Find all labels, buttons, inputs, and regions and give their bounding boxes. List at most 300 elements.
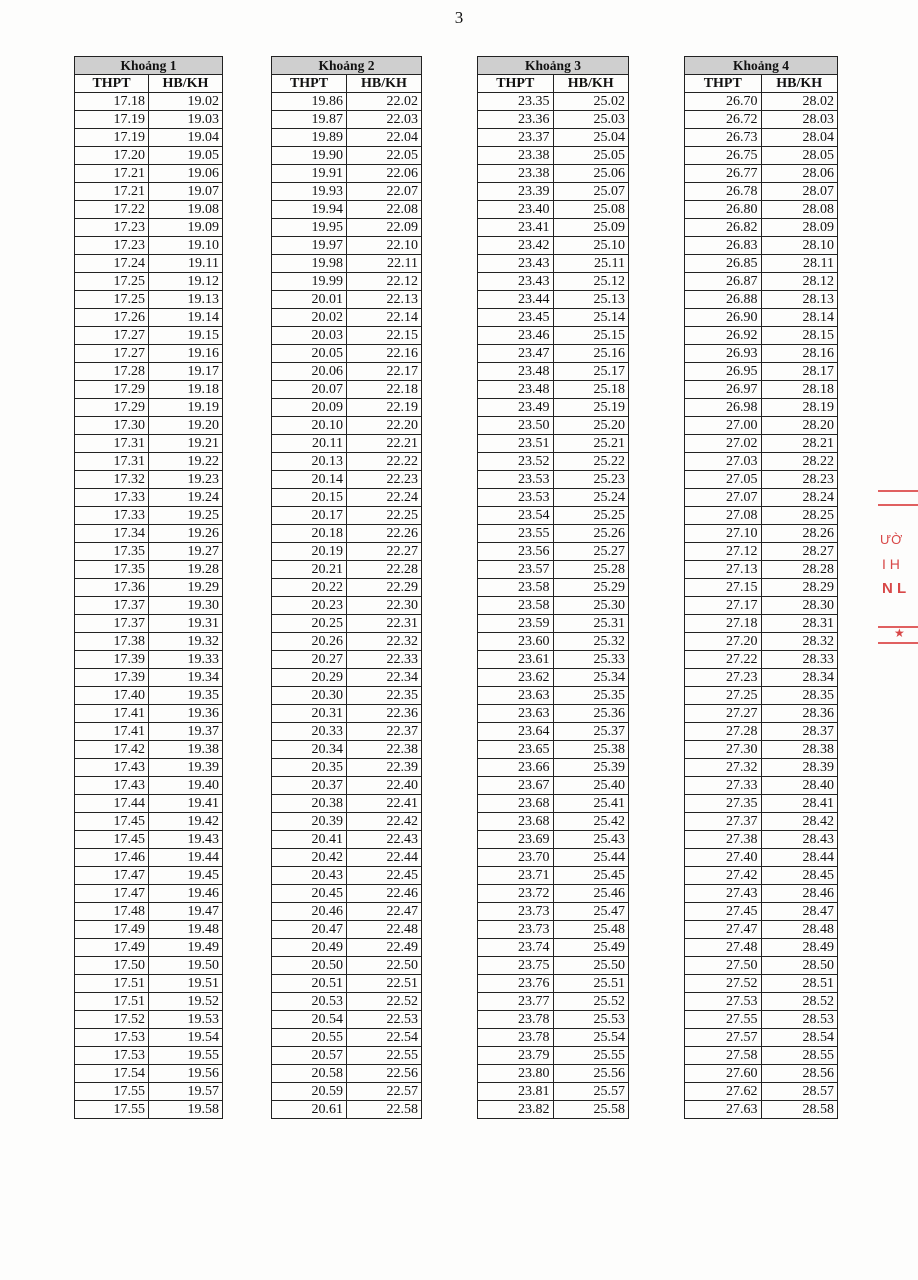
thpt-cell: 23.80 [478,1065,554,1083]
thpt-cell: 23.53 [478,471,554,489]
table-row [685,327,838,345]
hbkh-cell: 19.23 [149,471,223,489]
thpt-cell: 27.00 [685,417,762,435]
table-row [685,885,838,903]
table-row [478,291,629,309]
thpt-cell: 17.29 [75,399,149,417]
thpt-cell: 17.25 [75,291,149,309]
hbkh-cell: 28.54 [761,1029,838,1047]
thpt-cell: 20.10 [272,417,347,435]
thpt-cell: 19.98 [272,255,347,273]
table-row [75,777,223,795]
table-row [478,273,629,291]
hbkh-cell: 19.51 [149,975,223,993]
hbkh-cell: 19.10 [149,237,223,255]
hbkh-cell: 25.46 [553,885,629,903]
thpt-cell: 17.39 [75,651,149,669]
thpt-cell: 23.78 [478,1011,554,1029]
thpt-cell: 17.33 [75,489,149,507]
hbkh-cell: 22.12 [347,273,422,291]
thpt-cell: 27.02 [685,435,762,453]
hbkh-cell: 25.24 [553,489,629,507]
thpt-cell: 17.34 [75,525,149,543]
hbkh-cell: 28.03 [761,111,838,129]
table-row [478,543,629,561]
thpt-cell: 17.35 [75,561,149,579]
table-row [75,309,223,327]
thpt-cell: 20.22 [272,579,347,597]
thpt-cell: 20.25 [272,615,347,633]
hbkh-cell: 22.20 [347,417,422,435]
table-row [478,309,629,327]
hbkh-cell: 28.25 [761,507,838,525]
table-row [272,849,422,867]
table-row [685,1047,838,1065]
hbkh-cell: 19.02 [149,93,223,111]
thpt-cell: 20.41 [272,831,347,849]
thpt-cell: 23.68 [478,795,554,813]
table-row [75,633,223,651]
hbkh-cell: 28.29 [761,579,838,597]
hbkh-cell: 28.40 [761,777,838,795]
table-row [272,561,422,579]
hbkh-cell: 19.11 [149,255,223,273]
table-row [75,885,223,903]
thpt-cell: 23.61 [478,651,554,669]
hbkh-cell: 19.24 [149,489,223,507]
hbkh-cell: 22.42 [347,813,422,831]
thpt-cell: 23.81 [478,1083,554,1101]
hbkh-cell: 25.03 [553,111,629,129]
thpt-cell: 23.48 [478,381,554,399]
thpt-cell: 27.53 [685,993,762,1011]
hbkh-cell: 22.28 [347,561,422,579]
thpt-cell: 17.40 [75,687,149,705]
thpt-cell: 17.49 [75,939,149,957]
thpt-cell: 23.49 [478,399,554,417]
thpt-cell: 27.62 [685,1083,762,1101]
thpt-cell: 20.55 [272,1029,347,1047]
thpt-cell: 27.22 [685,651,762,669]
table-row [75,1101,223,1119]
thpt-cell: 17.19 [75,129,149,147]
thpt-cell: 23.71 [478,867,554,885]
hbkh-cell: 25.35 [553,687,629,705]
hbkh-cell: 22.02 [347,93,422,111]
column-header-hbkh: HB/KH [761,75,838,93]
thpt-cell: 20.53 [272,993,347,1011]
thpt-cell: 17.46 [75,849,149,867]
hbkh-cell: 19.39 [149,759,223,777]
table-row [685,435,838,453]
thpt-cell: 23.82 [478,1101,554,1119]
thpt-cell: 23.59 [478,615,554,633]
hbkh-cell: 19.14 [149,309,223,327]
thpt-cell: 17.24 [75,255,149,273]
hbkh-cell: 19.20 [149,417,223,435]
hbkh-cell: 28.49 [761,939,838,957]
table-row [272,291,422,309]
table-body [75,93,223,1119]
table-row [685,111,838,129]
thpt-cell: 23.77 [478,993,554,1011]
thpt-cell: 26.93 [685,345,762,363]
thpt-cell: 26.77 [685,165,762,183]
hbkh-cell: 28.14 [761,309,838,327]
table-row [478,471,629,489]
hbkh-cell: 19.48 [149,921,223,939]
hbkh-cell: 25.40 [553,777,629,795]
hbkh-cell: 25.25 [553,507,629,525]
thpt-cell: 26.85 [685,255,762,273]
table-row [272,309,422,327]
hbkh-cell: 22.39 [347,759,422,777]
thpt-cell: 23.66 [478,759,554,777]
hbkh-cell: 28.26 [761,525,838,543]
thpt-cell: 23.63 [478,687,554,705]
hbkh-cell: 28.18 [761,381,838,399]
hbkh-cell: 25.38 [553,741,629,759]
hbkh-cell: 19.16 [149,345,223,363]
thpt-cell: 17.31 [75,435,149,453]
table-row [478,399,629,417]
hbkh-cell: 22.48 [347,921,422,939]
hbkh-cell: 28.02 [761,93,838,111]
thpt-cell: 27.03 [685,453,762,471]
thpt-cell: 20.27 [272,651,347,669]
thpt-cell: 20.49 [272,939,347,957]
table-row [272,867,422,885]
thpt-cell: 26.92 [685,327,762,345]
thpt-cell: 23.45 [478,309,554,327]
thpt-cell: 19.93 [272,183,347,201]
table-row [272,705,422,723]
thpt-cell: 17.51 [75,975,149,993]
table-row [272,1047,422,1065]
hbkh-cell: 28.10 [761,237,838,255]
table-row [685,273,838,291]
hbkh-cell: 28.47 [761,903,838,921]
table-row [75,327,223,345]
hbkh-cell: 28.07 [761,183,838,201]
thpt-cell: 20.33 [272,723,347,741]
table-row [478,597,629,615]
thpt-cell: 20.13 [272,453,347,471]
table-row [685,903,838,921]
table-row [478,453,629,471]
table-row [75,579,223,597]
hbkh-cell: 22.06 [347,165,422,183]
hbkh-cell: 28.50 [761,957,838,975]
hbkh-cell: 22.25 [347,507,422,525]
table-row [478,201,629,219]
table-row [685,525,838,543]
hbkh-cell: 19.32 [149,633,223,651]
thpt-cell: 23.78 [478,1029,554,1047]
hbkh-cell: 25.45 [553,867,629,885]
thpt-cell: 20.59 [272,1083,347,1101]
thpt-cell: 20.26 [272,633,347,651]
hbkh-cell: 25.43 [553,831,629,849]
thpt-cell: 27.10 [685,525,762,543]
table-row [272,885,422,903]
hbkh-cell: 19.08 [149,201,223,219]
hbkh-cell: 19.44 [149,849,223,867]
hbkh-cell: 22.54 [347,1029,422,1047]
table-row [478,327,629,345]
hbkh-cell: 22.22 [347,453,422,471]
hbkh-cell: 28.17 [761,363,838,381]
hbkh-cell: 25.36 [553,705,629,723]
thpt-cell: 17.55 [75,1101,149,1119]
hbkh-cell: 28.48 [761,921,838,939]
thpt-cell: 27.30 [685,741,762,759]
thpt-cell: 26.80 [685,201,762,219]
thpt-cell: 20.39 [272,813,347,831]
thpt-cell: 20.37 [272,777,347,795]
table-row [685,795,838,813]
table-title: Khoảng 4 [685,57,838,75]
table-row [75,795,223,813]
thpt-cell: 19.95 [272,219,347,237]
table-row [272,1083,422,1101]
hbkh-cell: 28.42 [761,813,838,831]
table-row [75,363,223,381]
score-table-range-4 [684,56,838,1119]
hbkh-cell: 25.34 [553,669,629,687]
thpt-cell: 20.54 [272,1011,347,1029]
thpt-cell: 20.34 [272,741,347,759]
hbkh-cell: 28.45 [761,867,838,885]
thpt-cell: 17.53 [75,1029,149,1047]
thpt-cell: 27.60 [685,1065,762,1083]
thpt-cell: 23.74 [478,939,554,957]
thpt-cell: 20.46 [272,903,347,921]
thpt-cell: 17.35 [75,543,149,561]
thpt-cell: 20.18 [272,525,347,543]
hbkh-cell: 22.14 [347,309,422,327]
hbkh-cell: 19.04 [149,129,223,147]
table-row [75,939,223,957]
table-row [272,813,422,831]
table-row [75,471,223,489]
thpt-cell: 20.50 [272,957,347,975]
star-icon: ★ [894,626,905,640]
table-row [75,525,223,543]
thpt-cell: 20.05 [272,345,347,363]
table-row [272,1011,422,1029]
thpt-cell: 19.89 [272,129,347,147]
thpt-cell: 27.08 [685,507,762,525]
hbkh-cell: 22.03 [347,111,422,129]
table-row [75,147,223,165]
hbkh-cell: 22.13 [347,291,422,309]
hbkh-cell: 25.04 [553,129,629,147]
table-row [478,417,629,435]
hbkh-cell: 19.52 [149,993,223,1011]
thpt-cell: 27.50 [685,957,762,975]
hbkh-cell: 22.49 [347,939,422,957]
hbkh-cell: 19.09 [149,219,223,237]
thpt-cell: 23.47 [478,345,554,363]
hbkh-cell: 25.10 [553,237,629,255]
hbkh-cell: 25.02 [553,93,629,111]
table-row [75,831,223,849]
table-row [478,1101,629,1119]
thpt-cell: 17.19 [75,111,149,129]
table-row [75,543,223,561]
table-row [685,597,838,615]
thpt-cell: 23.53 [478,489,554,507]
thpt-cell: 20.57 [272,1047,347,1065]
stamp-line [878,490,918,492]
thpt-cell: 20.51 [272,975,347,993]
table-row [685,975,838,993]
table-row [75,669,223,687]
table-row [685,291,838,309]
thpt-cell: 23.42 [478,237,554,255]
thpt-cell: 17.51 [75,993,149,1011]
table-row [478,219,629,237]
table-row [685,489,838,507]
table-row [478,885,629,903]
table-row [478,633,629,651]
table-row [685,399,838,417]
hbkh-cell: 22.41 [347,795,422,813]
thpt-cell: 26.97 [685,381,762,399]
table-row [75,867,223,885]
thpt-cell: 23.38 [478,165,554,183]
thpt-cell: 27.42 [685,867,762,885]
hbkh-cell: 19.30 [149,597,223,615]
thpt-cell: 23.60 [478,633,554,651]
thpt-cell: 20.43 [272,867,347,885]
hbkh-cell: 28.16 [761,345,838,363]
table-row [685,615,838,633]
table-row [685,813,838,831]
table-row [272,975,422,993]
thpt-cell: 26.95 [685,363,762,381]
table-row [685,129,838,147]
hbkh-cell: 25.39 [553,759,629,777]
thpt-cell: 26.90 [685,309,762,327]
thpt-cell: 17.48 [75,903,149,921]
thpt-cell: 17.33 [75,507,149,525]
table-row [75,723,223,741]
thpt-cell: 26.72 [685,111,762,129]
thpt-cell: 23.58 [478,597,554,615]
thpt-cell: 27.23 [685,669,762,687]
hbkh-cell: 25.16 [553,345,629,363]
table-row [478,255,629,273]
hbkh-cell: 22.18 [347,381,422,399]
thpt-cell: 23.38 [478,147,554,165]
table-row [75,219,223,237]
hbkh-cell: 25.20 [553,417,629,435]
thpt-cell: 23.75 [478,957,554,975]
hbkh-cell: 22.05 [347,147,422,165]
table-row [272,1029,422,1047]
table-row [272,597,422,615]
table-row [272,957,422,975]
hbkh-cell: 25.07 [553,183,629,201]
thpt-cell: 27.32 [685,759,762,777]
hbkh-cell: 25.54 [553,1029,629,1047]
table-row [272,939,422,957]
table-row [478,237,629,255]
table-row [75,1083,223,1101]
thpt-cell: 23.37 [478,129,554,147]
thpt-cell: 20.30 [272,687,347,705]
hbkh-cell: 25.12 [553,273,629,291]
thpt-cell: 17.44 [75,795,149,813]
hbkh-cell: 25.11 [553,255,629,273]
thpt-cell: 27.38 [685,831,762,849]
thpt-cell: 17.41 [75,723,149,741]
table-row [75,921,223,939]
table-row [478,759,629,777]
hbkh-cell: 19.28 [149,561,223,579]
table-row [75,651,223,669]
hbkh-cell: 22.43 [347,831,422,849]
table-row [478,687,629,705]
hbkh-cell: 22.37 [347,723,422,741]
thpt-cell: 17.49 [75,921,149,939]
table-row [478,669,629,687]
hbkh-cell: 22.17 [347,363,422,381]
hbkh-cell: 25.17 [553,363,629,381]
hbkh-cell: 22.57 [347,1083,422,1101]
hbkh-cell: 22.38 [347,741,422,759]
thpt-cell: 23.50 [478,417,554,435]
hbkh-cell: 22.45 [347,867,422,885]
table-row [272,525,422,543]
thpt-cell: 23.54 [478,507,554,525]
table-row [478,831,629,849]
hbkh-cell: 25.55 [553,1047,629,1065]
thpt-cell: 26.73 [685,129,762,147]
table-row [272,435,422,453]
hbkh-cell: 22.27 [347,543,422,561]
table-row [478,957,629,975]
thpt-cell: 17.55 [75,1083,149,1101]
thpt-cell: 17.47 [75,885,149,903]
hbkh-cell: 19.22 [149,453,223,471]
hbkh-cell: 25.06 [553,165,629,183]
table-row [685,1101,838,1119]
thpt-cell: 27.07 [685,489,762,507]
thpt-cell: 19.99 [272,273,347,291]
thpt-cell: 20.35 [272,759,347,777]
hbkh-cell: 25.50 [553,957,629,975]
hbkh-cell: 25.49 [553,939,629,957]
thpt-cell: 23.55 [478,525,554,543]
table-row [478,975,629,993]
hbkh-cell: 25.48 [553,921,629,939]
thpt-cell: 20.02 [272,309,347,327]
table-row [478,903,629,921]
table-row [75,255,223,273]
hbkh-cell: 28.53 [761,1011,838,1029]
table-row [685,993,838,1011]
hbkh-cell: 28.39 [761,759,838,777]
table-body [685,93,838,1119]
hbkh-cell: 22.04 [347,129,422,147]
thpt-cell: 20.42 [272,849,347,867]
thpt-cell: 17.27 [75,345,149,363]
thpt-cell: 17.52 [75,1011,149,1029]
hbkh-cell: 22.50 [347,957,422,975]
